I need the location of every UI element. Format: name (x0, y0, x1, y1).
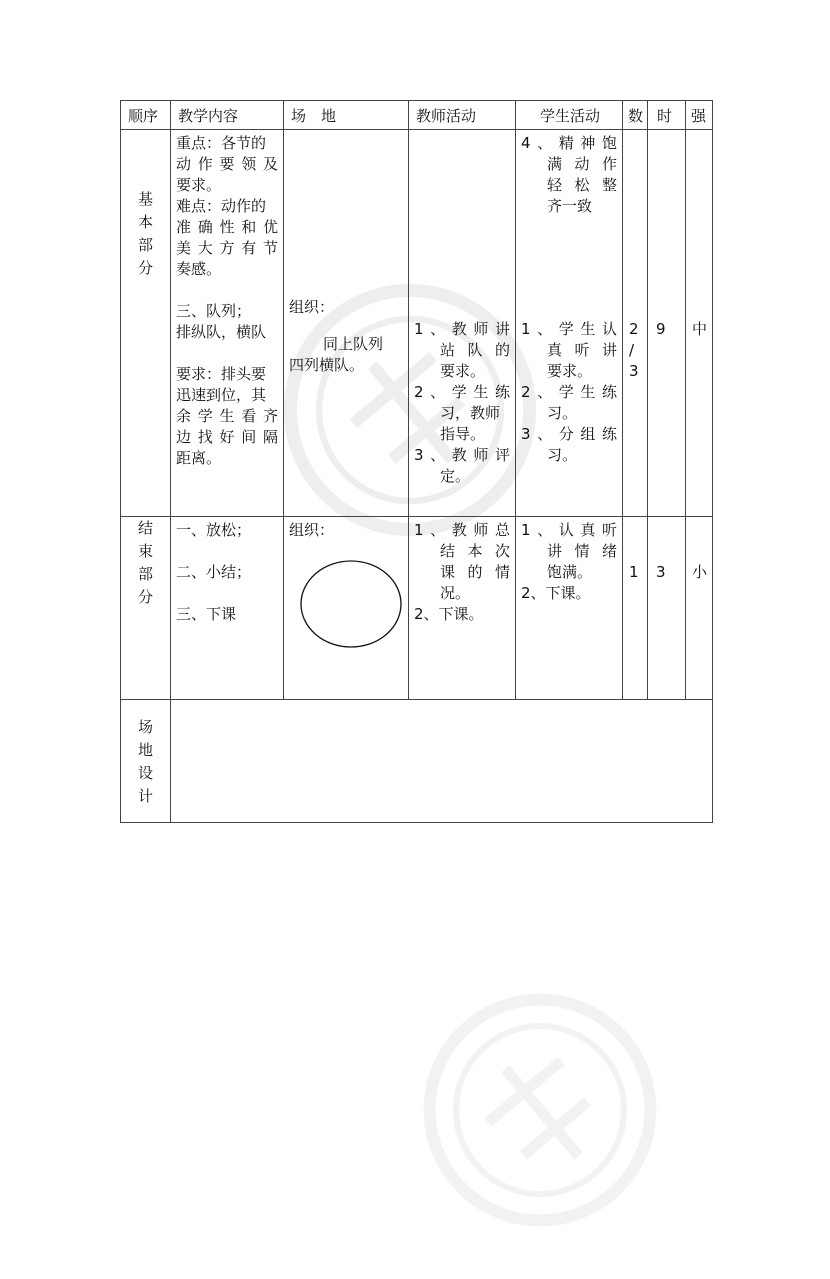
label-char: 分 (137, 259, 153, 277)
design-row (121, 700, 713, 823)
teacher-line: 指导。 (440, 425, 486, 443)
end-count-cell (623, 517, 648, 700)
label-char: 束 (137, 542, 153, 560)
teacher-line: 3、教师评 (414, 446, 510, 464)
watermark-stamp-lower (371, 941, 709, 1279)
header-teacher-activity: 教师活动 (409, 101, 516, 130)
header-intensity: 强 (686, 101, 713, 130)
header-count: 数 (623, 101, 648, 130)
label-char: 部 (137, 565, 153, 583)
venue-label: 组织： (289, 298, 335, 316)
header-venue: 场 地 (284, 101, 409, 130)
content-line: 余学生看齐 (176, 407, 278, 425)
basic-content-cell (171, 130, 284, 517)
teacher-line: 2、下课。 (414, 605, 484, 623)
venue-line: 同上队列 (323, 335, 384, 353)
teacher-line: 课的情 (440, 563, 510, 581)
content-line: 距离。 (176, 449, 222, 467)
content-line: 二、小结； (176, 563, 252, 581)
content-line: 奏感。 (176, 260, 222, 278)
venue-label: 组织： (289, 521, 335, 539)
label-char: 部 (137, 236, 153, 254)
student-line: 习。 (547, 404, 578, 422)
basic-count-cell (623, 130, 648, 517)
venue-line: 四列横队。 (289, 356, 365, 374)
basic-venue-cell (284, 130, 409, 517)
teacher-line: 站队的 (440, 341, 510, 359)
label-char: 设 (137, 764, 153, 782)
count-char: 3 (629, 362, 639, 380)
label-char: 结 (137, 519, 153, 537)
intensity-value: 中 (692, 320, 708, 338)
intensity-value: 小 (692, 563, 708, 581)
content-line: 要求：排头要 (176, 365, 267, 383)
content-line: 动作要领及 (176, 155, 278, 173)
student-line: 2、学生练 (521, 383, 617, 401)
basic-student-cell (516, 130, 623, 517)
end-section-row (121, 517, 713, 700)
end-section-label (121, 517, 171, 700)
student-line: 要求。 (547, 362, 593, 380)
student-line: 满动作 (547, 155, 617, 173)
student-line: 2、下课。 (521, 584, 591, 602)
teacher-line: 况。 (440, 584, 471, 602)
content-line: 排纵队，横队 (176, 323, 267, 341)
content-line: 三、下课 (176, 605, 237, 623)
content-line: 难点：动作的 (176, 197, 267, 215)
content-line: 重点：各节的 (176, 134, 267, 152)
count-value: 1 (629, 563, 639, 581)
header-order: 顺序 (121, 101, 171, 130)
label-char: 场 (137, 718, 153, 736)
content-line: 美大方有节 (176, 239, 278, 257)
student-line: 习。 (547, 446, 578, 464)
content-line: 边找好间隔 (176, 428, 278, 446)
design-label (121, 700, 171, 823)
header-time: 时 (648, 101, 686, 130)
end-time-cell (648, 517, 686, 700)
count-char: 2 (629, 320, 639, 338)
basic-time-cell (648, 130, 686, 517)
student-line: 1、学生认 (521, 320, 617, 338)
end-teacher-cell (409, 517, 516, 700)
header-student-activity: 学生活动 (516, 101, 623, 130)
student-line: 4、精神饱 (521, 134, 617, 152)
teacher-line: 结本次 (440, 542, 510, 560)
content-line: 准确性和优 (176, 218, 278, 236)
teacher-line: 要求。 (440, 362, 486, 380)
student-line: 轻松整 (547, 176, 617, 194)
content-line: 要求。 (176, 176, 222, 194)
teacher-line: 2、学生练 (414, 383, 510, 401)
label-char: 分 (137, 588, 153, 606)
label-char: 基 (137, 190, 153, 208)
basic-section-label (121, 130, 171, 517)
end-student-cell (516, 517, 623, 700)
student-line: 讲情绪 (547, 542, 617, 560)
label-char: 地 (137, 741, 153, 759)
design-area (171, 700, 713, 823)
label-char: 计 (137, 787, 153, 805)
teacher-line: 习，教师 (440, 404, 501, 422)
time-value: 3 (656, 563, 666, 581)
basic-teacher-cell (409, 130, 516, 517)
basic-intensity-cell (686, 130, 713, 517)
basic-section-row (121, 130, 713, 517)
lesson-plan-table (120, 100, 713, 823)
content-line: 迅速到位，其 (176, 386, 267, 404)
header-content: 教学内容 (171, 101, 284, 130)
student-line: 饱满。 (547, 563, 593, 581)
time-value: 9 (656, 320, 666, 338)
student-line: 齐一致 (547, 197, 593, 215)
end-venue-cell (284, 517, 409, 700)
teacher-line: 定。 (440, 467, 471, 485)
student-line: 1、认真听 (521, 521, 617, 539)
student-line: 3、分组练 (521, 425, 617, 443)
count-char: / (629, 341, 635, 359)
content-line: 一、放松； (176, 521, 252, 539)
teacher-line: 1、教师讲 (414, 320, 510, 338)
student-line: 真听讲 (547, 341, 617, 359)
content-line: 三、队列； (176, 302, 252, 320)
header-row (121, 101, 713, 130)
formation-circle-diagram (299, 559, 403, 649)
end-content-cell (171, 517, 284, 700)
label-char: 本 (137, 213, 153, 231)
teacher-line: 1、教师总 (414, 521, 510, 539)
end-intensity-cell (686, 517, 713, 700)
